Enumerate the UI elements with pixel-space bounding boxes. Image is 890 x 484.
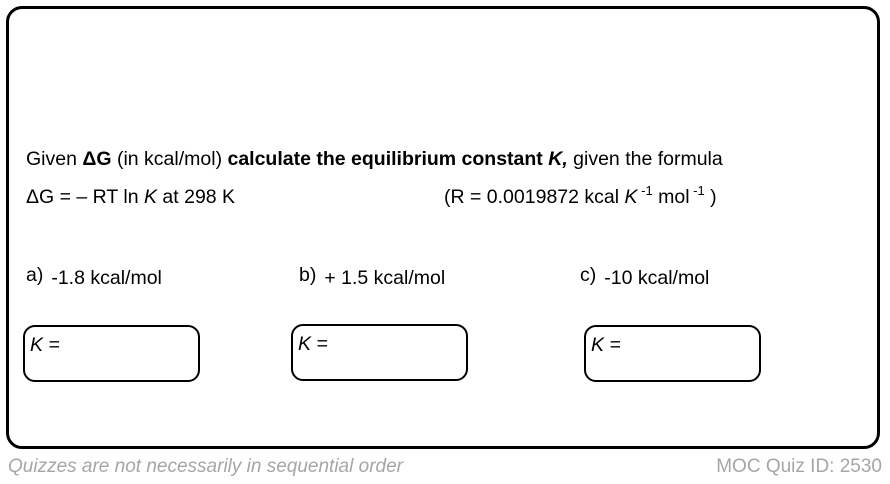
instruction-text: calculate the equilibrium constant (227, 148, 549, 170)
formula-left: ΔG = – RT ln (26, 186, 144, 208)
instruction-comma: , (562, 148, 568, 170)
answer-box-c[interactable] (584, 325, 761, 382)
gas-constant (444, 183, 717, 209)
r-exponent-mol: -1 (689, 183, 705, 198)
formula-intro: given the formula (573, 148, 723, 170)
answer-label-b: K = (298, 333, 328, 355)
r-close: ) (704, 186, 717, 208)
part-c (580, 264, 710, 290)
quiz-id: MOC Quiz ID: 2530 (716, 456, 882, 477)
answer-box-b[interactable] (291, 324, 468, 381)
part-a-value: -1.8 kcal/mol (51, 267, 162, 289)
k-symbol: K (548, 148, 563, 170)
part-b-value: + 1.5 kcal/mol (324, 267, 446, 289)
r-k: K (624, 186, 638, 208)
part-a (26, 264, 162, 290)
unit-note: (in kcal/mol) (111, 148, 228, 170)
r-prefix: (R = 0.0019872 kcal (444, 186, 625, 208)
part-c-value: -10 kcal/mol (604, 267, 710, 289)
question-text (26, 148, 723, 171)
formula-temperature: at 298 K (157, 186, 236, 208)
part-b-letter: b) (299, 264, 317, 286)
r-mol: mol (652, 186, 690, 208)
footer-note: Quizzes are not necessarily in sequential order (8, 456, 403, 477)
delta-g-symbol: ΔG (82, 148, 112, 170)
part-b (299, 264, 446, 290)
answer-label-a: K = (30, 334, 60, 356)
part-c-letter: c) (580, 264, 597, 286)
answer-label-c: K = (591, 334, 621, 356)
formula (26, 186, 235, 209)
formula-k: K (143, 186, 157, 208)
r-exponent-k: -1 (637, 183, 653, 198)
given-prefix: Given (26, 148, 83, 170)
part-a-letter: a) (26, 264, 44, 286)
answer-box-a[interactable] (23, 325, 200, 382)
quiz-card (6, 6, 880, 449)
